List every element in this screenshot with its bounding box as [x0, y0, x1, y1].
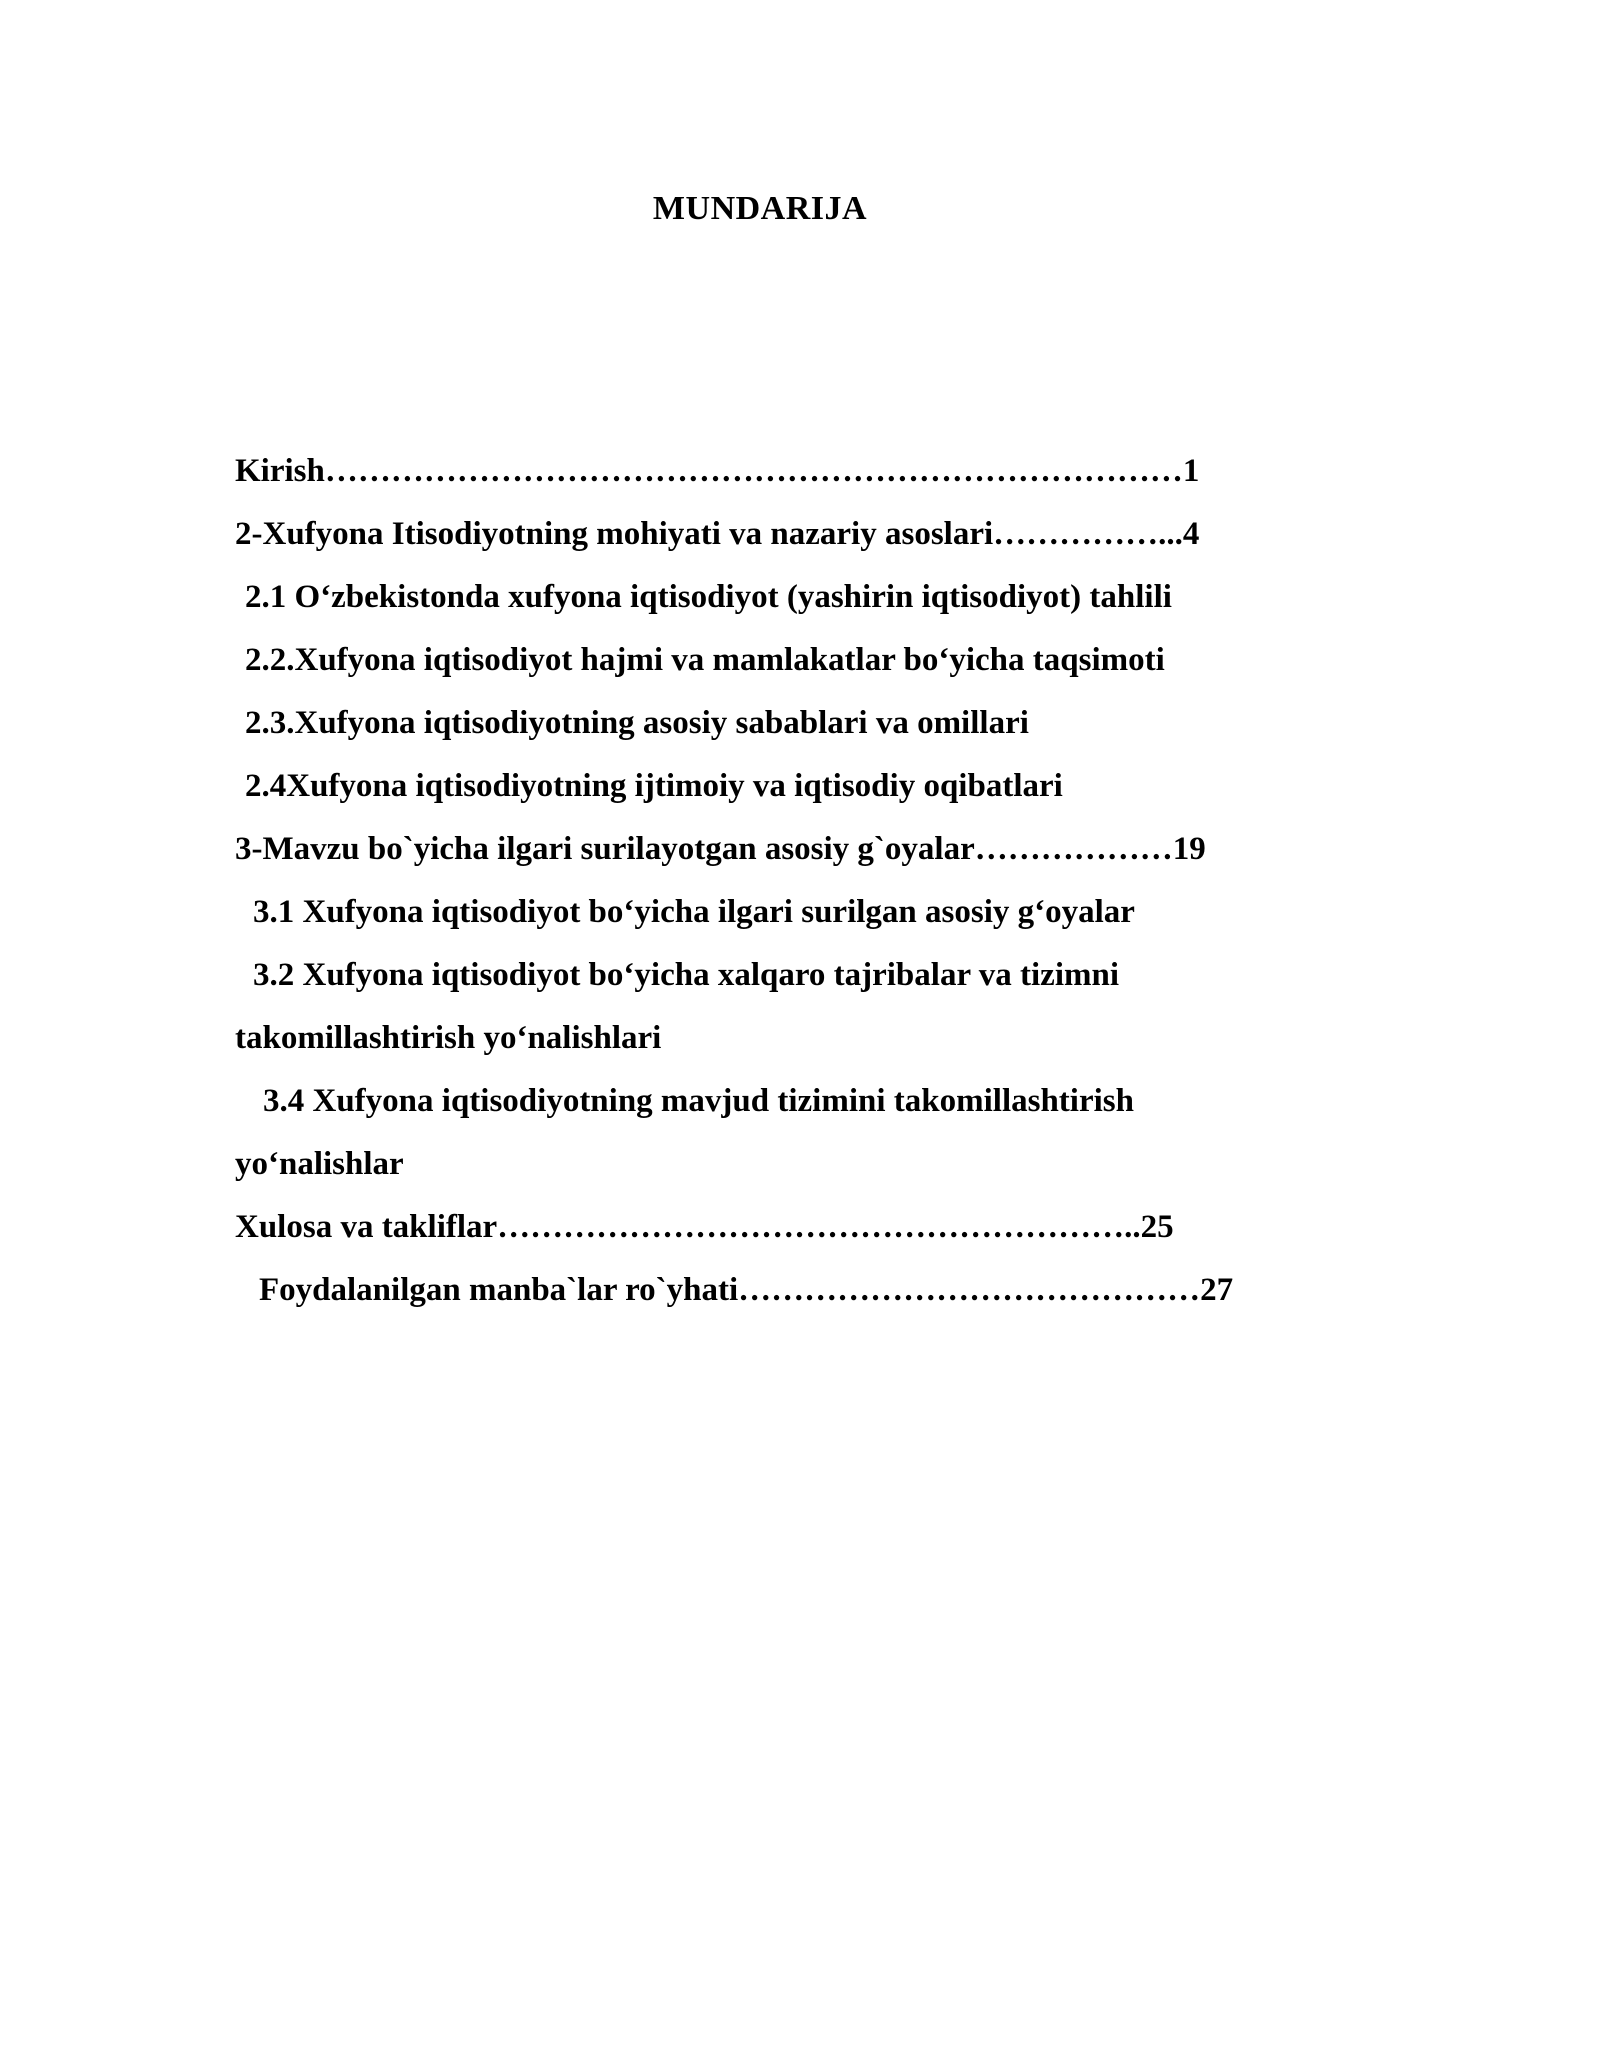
toc-entry-2-1: 2.1 O‘zbekistonda xufyona iqtisodiyot (yashirin iqtisodiyot) tahlili	[245, 579, 1172, 615]
page-title: MUNDARIJA	[652, 190, 868, 227]
toc-entry-3-2: 3.2 Xufyona iqtisodiyot bo‘yicha xalqaro tajribalar va tizimni	[253, 957, 1119, 993]
toc-entry-chapter-2: 2-Xufyona Itisodiyotning mohiyati va nazariy asoslari……………...4	[235, 516, 1200, 552]
toc-entry-2-3: 2.3.Xufyona iqtisodiyotning asosiy sabablari va omillari	[245, 705, 1029, 741]
toc-entry-3-1: 3.1 Xufyona iqtisodiyot bo‘yicha ilgari surilgan asosiy g‘oyalar	[253, 894, 1135, 930]
toc-entry-chapter-3: 3-Mavzu bo`yicha ilgari surilayotgan asosiy g`oyalar………………19	[235, 831, 1206, 867]
toc-entry-xulosa: Xulosa va takliflar…………………………………………………..25	[235, 1209, 1174, 1245]
toc-entry-3-2-continued: takomillashtirish yo‘nalishlari	[235, 1020, 662, 1056]
toc-entry-kirish: Kirish……………………………………………………………………1	[235, 453, 1200, 489]
toc-entry-2-2: 2.2.Xufyona iqtisodiyot hajmi va mamlakatlar bo‘yicha taqsimoti	[245, 642, 1165, 678]
toc-entry-3-4: 3.4 Xufyona iqtisodiyotning mavjud tizimini takomillashtirish	[263, 1083, 1134, 1119]
toc-entry-3-4-continued: yo‘nalishlar	[235, 1146, 404, 1182]
toc-entry-2-4: 2.4Xufyona iqtisodiyotning ijtimoiy va iqtisodiy oqibatlari	[245, 768, 1063, 804]
toc-entry-references: Foydalanilgan manba`lar ro`yhati……………………………………27	[259, 1272, 1234, 1308]
table-of-contents	[235, 440, 1375, 1322]
